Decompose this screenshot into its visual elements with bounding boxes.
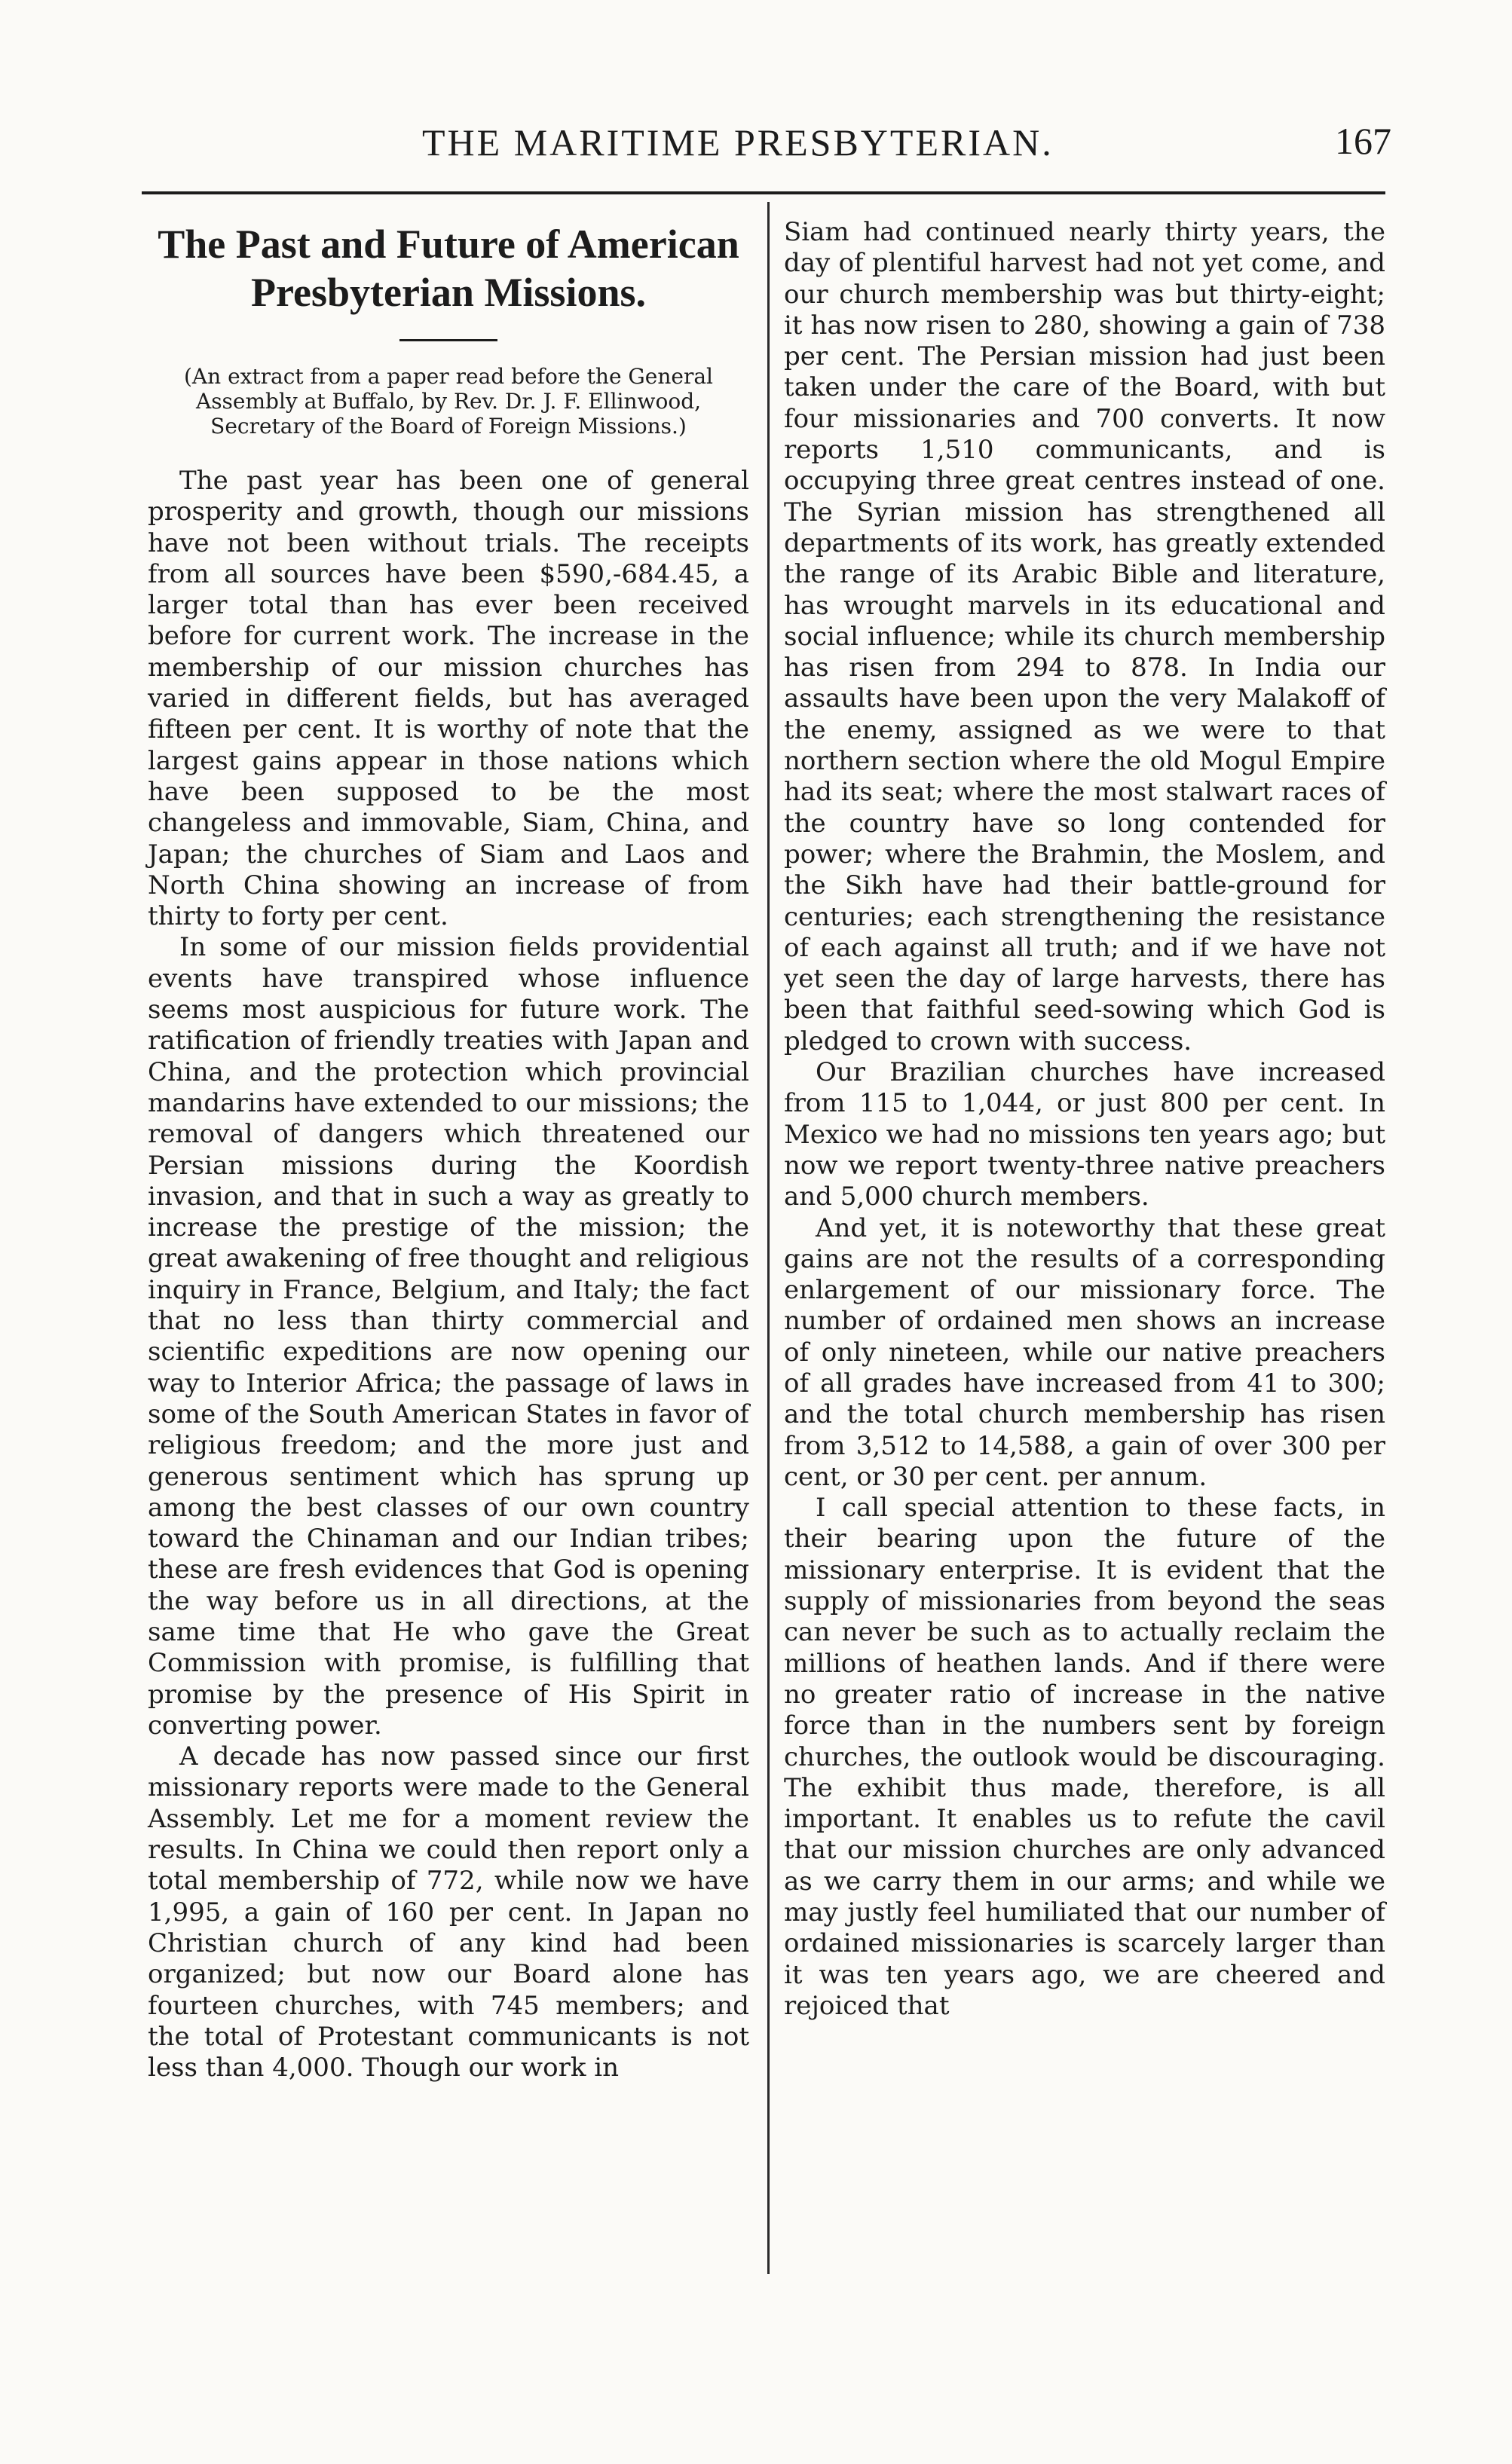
paragraph: In some of our mission fields providential events have transpired whose influence seems most auspicious for future work. The ratification of friendly treaties with Japan and China, and the protection which provincial mandarins have extended to our missions; the removal of dangers which threatened our Persian missions during the Koordish invasion, and that in such a way as greatly to increase the prestige of the mission; the great awakening of free thought and religious inquiry in France, Belgium, and Italy; the fact that no less than thirty commercial and scientific expeditions are now opening our way to Interior Africa; the passage of laws in some of the South American States in favor of religious freedom; and the more just and generous sentiment which has sprung up among the best classes of our own country toward the Chinaman and our Indian tribes; these are fresh evidences that God is opening the way before us in all directions, at the same time that He who gave the Great Commission with promise, is fulfilling that promise by the presence of His Spirit in converting power.: [148, 932, 749, 1741]
paragraph: A decade has now passed since our first missionary reports were made to the General Assembly. Let me for a moment review the results. In China we could then report only a total membership of 772, while now we have 1,995, a gain of 160 per cent. In Japan no Christian church of any kind had been organized; but now our Board alone has fourteen churches, with 745 members; and the total of Protestant communicants is not less than 4,000. Though our work in: [148, 1741, 749, 2083]
running-head: [143, 113, 1406, 173]
paragraph: Our Brazilian churches have increased from 115 to 1,044, or just 800 per cent. In Mexico we had no missions ten years ago; but now we report twenty-three native preachers and 5,000 church members.: [784, 1057, 1385, 1212]
left-column: [148, 216, 749, 2083]
header-rule: [142, 191, 1385, 194]
paragraph: Siam had continued nearly thirty years, the day of plentiful harvest had not yet come, and our church membership was but thirty-eight; it has now risen to 280, showing a gain of 738 per cent. The Persian mission had just been taken under the care of the Board, with but four missionaries and 700 converts. It now reports 1,510 communicants, and is occupying three great centres instead of one. The Syrian mission has strengthened all departments of its work, has greatly extended the range of its Arabic Bible and literature, has wrought marvels in its educational and social influence; while its church membership has risen from 294 to 878. In India our assaults have been upon the very Malakoff of the enemy, assigned as we were to that northern section where the old Mogul Empire had its seat; where the most stalwart races of the country have so long contended for power; where the Brahmin, the Moslem, and the Sikh have had their battle-ground for centuries; each strengthening the resistance of each against all truth; and if we have not yet seen the day of large harvests, there has been that faithful seed-sowing which God is pledged to crown with success.: [784, 217, 1385, 1056]
title-rule: [399, 339, 497, 341]
article-title: The Past and Future of American Presbyterian Missions.: [158, 222, 739, 315]
column-divider: [767, 202, 770, 2274]
extract-note: (An extract from a paper read before the General Assembly at Buffalo, by Rev. Dr. J. F. Ellinwood, Secretary of the Board of Foreign Missions.): [183, 364, 714, 439]
page-number: 167: [1335, 120, 1391, 162]
running-title: THE MARITIME PRESBYTERIAN.: [422, 121, 1054, 164]
paragraph: The past year has been one of general prosperity and growth, though our missions have not been without trials. The receipts from all sources have been $590,-684.45, a larger total than has ever been received before for current work. The increase in the membership of our mission churches has varied in different fields, but has averaged fifteen per cent. It is worthy of note that the largest gains appear in those nations which have been supposed to be the most changeless and immovable, Siam, China, and Japan; the churches of Siam and Laos and North China showing an increase of from thirty to forty per cent.: [148, 466, 749, 932]
paragraph: I call special attention to these facts, in their bearing upon the future of the missionary enterprise. It is evident that the supply of missionaries from beyond the seas can never be such as to actually reclaim the millions of heathen lands. And if there were no greater ratio of increase in the native force than in the numbers sent by foreign churches, the outlook would be discouraging. The exhibit thus made, therefore, is all important. It enables us to refute the cavil that our mission churches are only advanced as we carry them in our arms; and while we may justly feel humiliated that our number of ordained missionaries is scarcely larger than it was ten years ago, we are cheered and rejoiced that: [784, 1493, 1385, 2021]
paragraph: And yet, it is noteworthy that these great gains are not the results of a corresponding enlargement of our missionary force. The number of ordained men shows an increase of only nineteen, while our native preachers of all grades have increased from 41 to 300; and the total church membership has risen from 3,512 to 14,588, a gain of over 300 per cent, or 30 per cent. per annum.: [784, 1212, 1385, 1492]
right-column: [784, 217, 1385, 2022]
